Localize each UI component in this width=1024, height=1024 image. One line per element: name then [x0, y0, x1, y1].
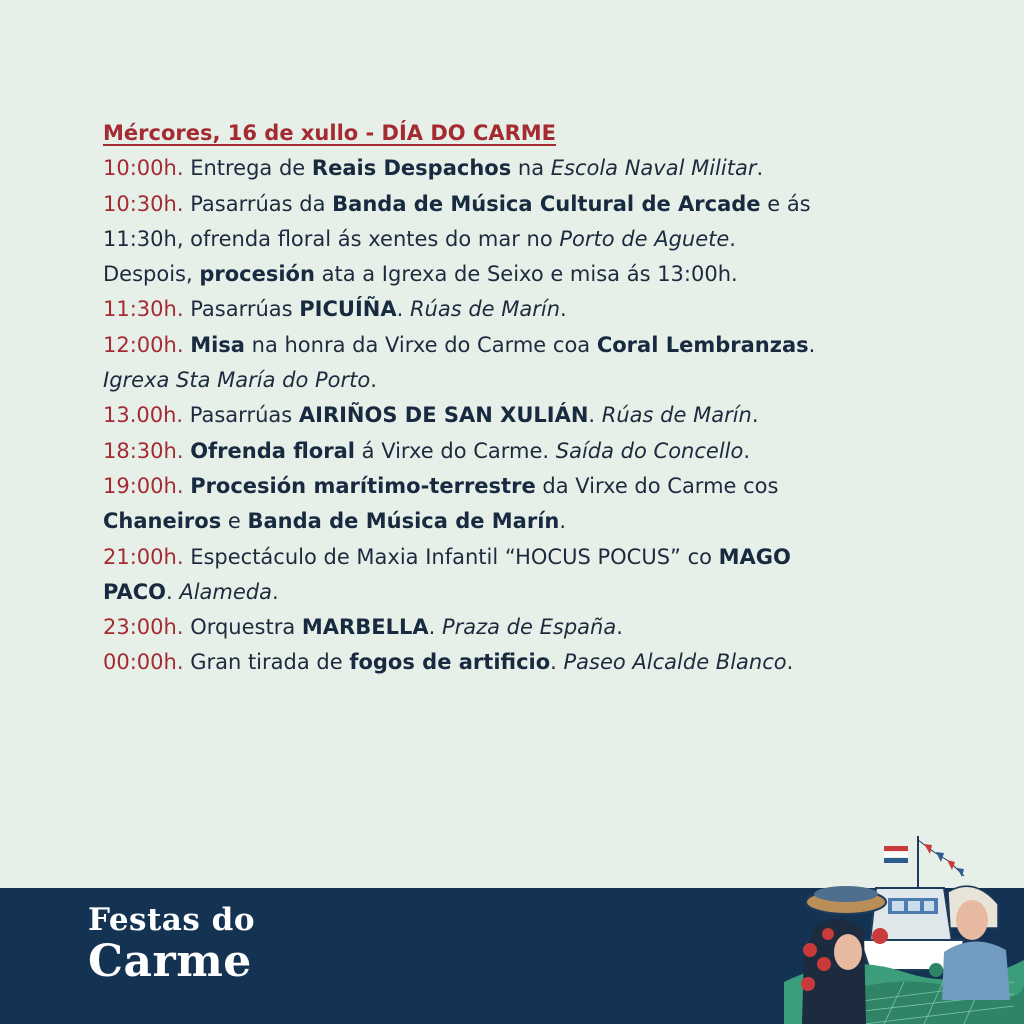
- event-text: .: [729, 226, 736, 251]
- event-text: 11:30h, ofrenda floral ás xentes do mar no: [103, 226, 560, 251]
- event-text: .: [165, 579, 180, 604]
- brand-line1: Festas do: [88, 902, 255, 938]
- event-highlight: PACO: [103, 579, 166, 604]
- brand-logo: [88, 902, 255, 987]
- event-highlight: AIRIÑOS DE SAN XULIÁN: [298, 403, 589, 428]
- event-text: Pasarrúas: [189, 403, 299, 428]
- fishermen-boat-illustration-icon: [784, 832, 1024, 1024]
- event-text: .: [588, 403, 602, 428]
- event-location: Saída do Concello: [555, 438, 744, 463]
- event-text: .: [786, 650, 794, 675]
- event-location: Escola Naval Militar: [550, 156, 757, 181]
- schedule-line: [103, 434, 933, 469]
- schedule-line: [103, 222, 933, 257]
- event-text: e: [221, 509, 248, 534]
- event-time: 10:00h.: [103, 156, 191, 181]
- event-location: Rúas de Marín: [601, 403, 752, 428]
- event-highlight: Coral Lembranzas: [596, 332, 809, 357]
- event-time: 11:30h.: [103, 297, 191, 322]
- event-time: 18:30h.: [103, 438, 191, 463]
- schedule-line: [103, 187, 933, 222]
- event-text: .: [756, 156, 764, 181]
- schedule-line: [103, 540, 933, 575]
- event-highlight: fogos de artificio: [349, 650, 551, 675]
- schedule-line: [103, 257, 933, 292]
- schedule-line: [103, 151, 933, 186]
- schedule-line: [103, 610, 933, 645]
- event-text: na: [511, 156, 551, 181]
- brand-line2: Carme: [88, 936, 252, 987]
- event-text: ata a Igrexa de Seixo e misa ás 13:00h.: [314, 262, 738, 287]
- event-time: 13.00h.: [103, 403, 190, 428]
- event-text: Entrega de: [190, 156, 312, 181]
- event-text: .: [272, 579, 279, 604]
- event-highlight: Procesión marítimo-terrestre: [190, 473, 536, 498]
- event-text: .: [370, 368, 377, 393]
- event-text: .: [751, 403, 759, 428]
- event-location: Paseo Alcalde Blanco: [563, 650, 787, 675]
- event-time: 00:00h.: [103, 650, 191, 675]
- event-highlight: Banda de Música Cultural de Arcade: [332, 191, 761, 216]
- schedule-line: [103, 645, 933, 680]
- schedule-lines: [103, 151, 933, 680]
- event-text: Orquestra: [190, 615, 302, 640]
- event-text: .: [559, 509, 567, 534]
- schedule-line: [103, 398, 933, 433]
- event-highlight: Chaneiros: [103, 509, 222, 534]
- schedule-line: [103, 469, 933, 504]
- event-highlight: Misa: [190, 332, 245, 357]
- event-highlight: MARBELLA: [301, 615, 429, 640]
- event-text: .: [743, 438, 751, 463]
- event-location: Rúas de Marín: [409, 297, 561, 322]
- schedule-line: [103, 292, 933, 327]
- event-time: 10:30h.: [103, 191, 191, 216]
- schedule-line: [103, 328, 933, 363]
- schedule-heading: Mércores, 16 de xullo - DÍA DO CARME: [103, 121, 557, 145]
- schedule-content: [103, 116, 933, 681]
- event-text: .: [616, 615, 623, 640]
- schedule-line: [103, 575, 933, 610]
- event-text: á Virxe do Carme.: [354, 438, 556, 463]
- event-highlight: Reais Despachos: [311, 156, 512, 181]
- event-highlight: MAGO: [718, 544, 791, 569]
- event-text: .: [396, 297, 410, 322]
- event-text: Pasarrúas: [190, 297, 300, 322]
- event-highlight: Ofrenda floral: [190, 438, 355, 463]
- event-highlight: procesión: [199, 262, 315, 287]
- event-highlight: Banda de Música de Marín: [247, 509, 560, 534]
- event-text: e ás: [760, 191, 811, 216]
- event-time: 12:00h.: [103, 332, 191, 357]
- event-time: 23:00h.: [103, 615, 191, 640]
- event-text: .: [428, 615, 442, 640]
- event-text: Pasarrúas da: [190, 191, 333, 216]
- event-text: Despois,: [103, 262, 200, 287]
- event-text: .: [550, 650, 564, 675]
- event-text: Espectáculo de Maxia Infantil “HOCUS POCUS” co: [190, 544, 719, 569]
- schedule-line: [103, 504, 933, 539]
- event-text: Gran tirada de: [190, 650, 350, 675]
- event-time: 19:00h.: [103, 473, 191, 498]
- event-location: Alameda: [179, 579, 272, 604]
- event-text: .: [808, 332, 816, 357]
- event-highlight: PICUÍÑA: [299, 297, 397, 322]
- schedule-line: [103, 363, 933, 398]
- event-text: na honra da Virxe do Carme coa: [244, 332, 597, 357]
- event-location: Porto de Aguete: [559, 226, 730, 251]
- event-time: 21:00h.: [103, 544, 191, 569]
- event-text: .: [560, 297, 567, 322]
- event-location: Igrexa Sta María do Porto: [103, 368, 371, 393]
- event-location: Praza de España: [441, 615, 617, 640]
- event-text: da Virxe do Carme cos: [535, 473, 779, 498]
